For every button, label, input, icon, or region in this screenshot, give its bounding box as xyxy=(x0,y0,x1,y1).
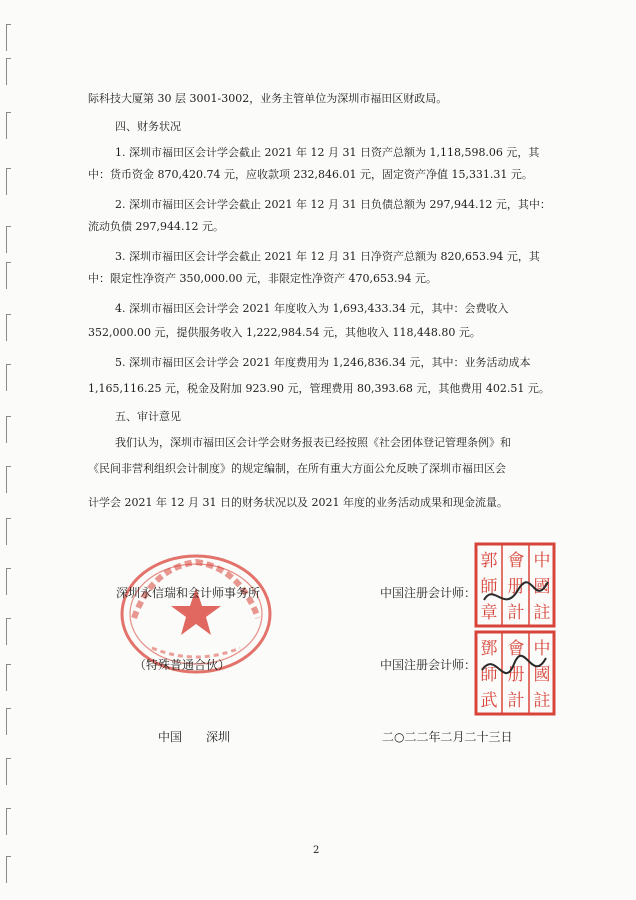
firm-name: 深圳永信瑞和会计师事务所 xyxy=(116,586,261,600)
section-heading-financial: 四、财务状况 xyxy=(115,120,181,133)
section-heading-opinion: 五、审计意见 xyxy=(115,410,181,423)
seal-1-char: 註 xyxy=(533,603,551,623)
seal-1-char: 册 xyxy=(507,577,525,597)
cpa-seal-1-frame xyxy=(474,542,556,628)
paragraph-3-line-1: 3. 深圳市福田区会计学会截止 2021 年 12 月 31 日净资产总额为 820,653.94 元，其 xyxy=(115,250,540,263)
body-line: 际科技大厦第 30 层 3001-3002，业务主管单位为深圳市福田区财政局。 xyxy=(88,92,448,105)
seal-2-char: 中 xyxy=(533,639,551,659)
seal-1-char: 國 xyxy=(533,577,551,597)
seal-1-char: 會 xyxy=(507,551,525,571)
opinion-line-3: 计学会 2021 年 12 月 31 日的财务状况以及 2021 年度的业务活动成果和现金流量。 xyxy=(88,496,508,509)
cpa-seal-2 xyxy=(474,630,556,716)
seal-1-char: 師 xyxy=(480,577,498,597)
seal-2-char: 武 xyxy=(480,691,498,711)
report-date: 二○二二年二月二十三日 xyxy=(382,730,513,744)
seal-2-char: 會 xyxy=(507,639,525,659)
paragraph-2-line-1: 2. 深圳市福田区会计学会截止 2021 年 12 月 31 日负债总额为 297,944.12 元，其中： xyxy=(115,198,551,211)
seal-2-char: 鄧 xyxy=(480,639,498,659)
location: 中国 深圳 xyxy=(158,730,231,744)
seal-1-char: 計 xyxy=(507,603,525,623)
seal-1-char: 郭 xyxy=(480,551,498,571)
paragraph-5-line-1: 5. 深圳市福田区会计学会 2021 年度费用为 1,246,836.34 元，其中：业务活动成本 xyxy=(115,356,531,369)
paragraph-1-line-1: 1. 深圳市福田区会计学会截止 2021 年 12 月 31 日资产总额为 1,118,598.06 元，其 xyxy=(115,146,540,159)
seal-2-char: 師 xyxy=(480,665,498,685)
paragraph-4-line-1: 4. 深圳市福田区会计学会 2021 年度收入为 1,693,433.34 元，其中：会费收入 xyxy=(115,302,509,315)
seal-2-char: 册 xyxy=(507,665,525,685)
seal-2-char: 註 xyxy=(533,691,551,711)
paragraph-3-line-2: 中：限定性净资产 350,000.00 元，非限定性净资产 470,653.94 元。 xyxy=(88,272,437,285)
seal-1-char: 章 xyxy=(480,603,498,623)
seal-2-char: 計 xyxy=(507,691,525,711)
seal-2-char: 國 xyxy=(533,665,551,685)
paragraph-5-line-2: 1,165,116.25 元，税金及附加 923.90 元，管理费用 80,393.68 元，其他费用 402.51 元。 xyxy=(88,382,550,395)
firm-type: （特殊普通合伙） xyxy=(134,658,231,672)
cpa-seal-2-frame xyxy=(474,630,556,716)
cpa-seal-1 xyxy=(474,542,556,628)
cpa-label-2: 中国注册会计师： xyxy=(380,658,477,672)
opinion-line-1: 我们认为，深圳市福田区会计学会财务报表已经按照《社会团体登记管理条例》和 xyxy=(115,436,511,449)
cpa-label-1: 中国注册会计师： xyxy=(380,586,477,600)
page-number: 2 xyxy=(313,845,320,856)
seal-1-char: 中 xyxy=(533,551,551,571)
paragraph-2-line-2: 流动负债 297,944.12 元。 xyxy=(88,220,224,233)
paragraph-4-line-2: 352,000.00 元，提供服务收入 1,222,984.54 元，其他收入 118,448.80 元。 xyxy=(88,326,481,339)
opinion-line-2: 《民间非营利组织会计制度》的规定编制，在所有重大方面公允反映了深圳市福田区会 xyxy=(88,462,506,475)
paragraph-1-line-2: 中：货币资金 870,420.74 元，应收款项 232,846.01 元，固定资产净值 15,331.31 元。 xyxy=(88,168,533,181)
